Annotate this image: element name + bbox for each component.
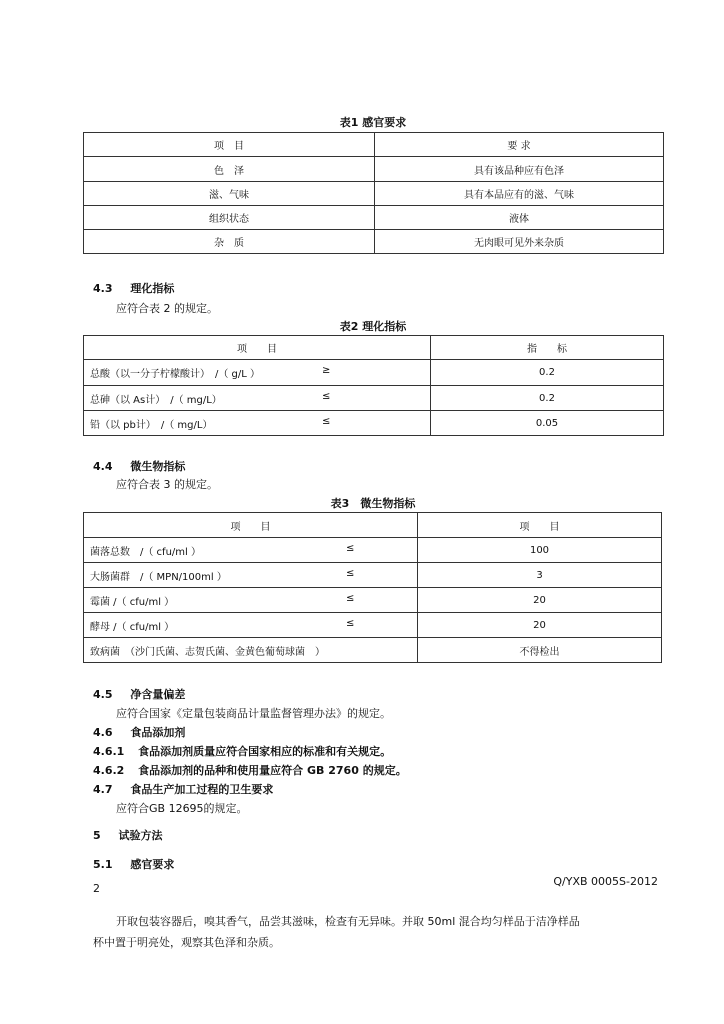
table2-item: 总酸（以一分子柠檬酸计） /（ g/L ）	[90, 369, 261, 380]
section-4-6-heading	[93, 724, 185, 740]
table3-value: 100	[418, 538, 662, 563]
table2	[83, 335, 664, 436]
table1-cell: 滋、气味	[84, 182, 375, 206]
table1	[83, 132, 664, 254]
table1-cell: 色 泽	[84, 157, 375, 182]
table2-symbol: ≥	[322, 365, 331, 376]
table3-item: 霉菌 /（ cfu/ml ）	[90, 596, 175, 608]
table1-header	[84, 133, 664, 157]
table1-header-item: 项 目	[84, 133, 375, 157]
table3-item: 酵母 /（ cfu/ml ）	[90, 621, 175, 633]
table1-cell: 杂 质	[84, 230, 375, 254]
section-number: 4.3	[93, 282, 113, 295]
table2-item: 铅（以 pb计） /（ mg/L）	[90, 419, 213, 431]
table2-value: 0.05	[431, 411, 664, 436]
section-number: 4.5	[93, 688, 113, 701]
table1-cell: 液体	[375, 206, 664, 230]
section-4-7-heading	[93, 781, 273, 797]
body-text-line-2: 杯中置于明亮处，观察其色泽和杂质。	[93, 936, 280, 949]
section-number: 4.6	[93, 726, 113, 739]
table-row	[84, 588, 662, 613]
section-number: 4.6.1	[93, 745, 125, 758]
table1-cell: 具有该品种应有色泽	[375, 157, 664, 182]
section-4-6-1	[93, 743, 391, 759]
section-number: 4.7	[93, 783, 113, 796]
section-number: 4.6.2	[93, 764, 125, 777]
section-4-4-heading	[93, 458, 185, 474]
section-title: 感官要求	[130, 858, 175, 871]
table3-caption: 表3 微生物指标	[330, 497, 416, 510]
table3-item: 大肠菌群 /（ MPN/100ml ）	[90, 571, 227, 583]
table2-value: 0.2	[431, 386, 664, 411]
table-row	[84, 157, 664, 182]
table3-value: 20	[418, 613, 662, 638]
table3-header	[84, 513, 662, 538]
table3-header-item: 项 目	[84, 513, 418, 538]
section-4-3-text: 应符合表 2 的规定。	[116, 302, 218, 315]
table2-symbol: ≤	[322, 416, 331, 427]
section-5-heading	[93, 827, 163, 843]
body-text-line-1: 开取包装容器后，嗅其香气，品尝其滋味，检查有无异味。并取 50ml 混合均匀样品于洁净样品	[116, 915, 580, 928]
section-title: 食品生产加工过程的卫生要求	[130, 783, 274, 796]
section-4-7-text: 应符合GB 12695的规定。	[116, 802, 248, 815]
table2-header-item: 项 目	[84, 336, 431, 360]
table-row	[84, 386, 664, 411]
section-title: 微生物指标	[130, 460, 186, 473]
section-title: 食品添加剂的品种和使用量应符合 GB 2760 的规定。	[138, 764, 407, 777]
section-4-4-text: 应符合表 3 的规定。	[116, 478, 218, 491]
section-4-3-heading	[93, 280, 174, 296]
section-title: 试验方法	[118, 829, 163, 842]
document-code: Q/YXB 0005S-2012	[553, 875, 658, 888]
section-title: 理化指标	[130, 282, 175, 295]
table-row	[84, 230, 664, 254]
table3-value: 3	[418, 563, 662, 588]
table3-symbol: ≤	[346, 568, 355, 579]
table2-header-value: 指 标	[431, 336, 664, 360]
section-number: 5	[93, 829, 101, 842]
section-title: 食品添加剂	[130, 726, 186, 739]
table3-value: 不得检出	[418, 638, 662, 663]
table3-symbol: ≤	[346, 618, 355, 629]
section-number: 5.1	[93, 858, 113, 871]
table1-cell: 具有本品应有的滋、气味	[375, 182, 664, 206]
table2-symbol: ≤	[322, 391, 331, 402]
table-row	[84, 360, 664, 386]
section-4-5-heading	[93, 686, 185, 702]
table-row	[84, 613, 662, 638]
table1-cell: 组织状态	[84, 206, 375, 230]
table2-item: 总砷（以 As计） /（ mg/L）	[90, 394, 222, 406]
table-row	[84, 182, 664, 206]
section-number: 4.4	[93, 460, 113, 473]
table1-caption: 表1 感官要求	[339, 116, 407, 129]
table3-value: 20	[418, 588, 662, 613]
section-4-6-2	[93, 762, 407, 778]
table3-item: 致病菌 （沙门氏菌、志贺氏菌、金黄色葡萄球菌 ）	[90, 646, 325, 658]
table3	[83, 512, 662, 663]
section-4-5-text: 应符合国家《定量包装商品计量监督管理办法》的规定。	[116, 707, 391, 720]
table3-item: 菌落总数 /（ cfu/ml ）	[90, 546, 201, 558]
table-row	[84, 411, 664, 436]
section-title: 食品添加剂质量应符合国家相应的标准和有关规定。	[138, 745, 392, 758]
table-row	[84, 638, 662, 663]
section-5-1-heading	[93, 856, 174, 872]
table-row	[84, 206, 664, 230]
table3-header-value: 项 目	[418, 513, 662, 538]
table-row	[84, 563, 662, 588]
table3-symbol: ≤	[346, 543, 355, 554]
table2-caption: 表2 理化指标	[339, 320, 407, 333]
table2-value: 0.2	[431, 360, 664, 386]
table1-cell: 无肉眼可见外来杂质	[375, 230, 664, 254]
table2-header	[84, 336, 664, 360]
table1-header-req: 要 求	[375, 133, 664, 157]
section-title: 净含量偏差	[130, 688, 186, 701]
table3-symbol: ≤	[346, 593, 355, 604]
page-number: 2	[93, 882, 100, 895]
table-row	[84, 538, 662, 563]
